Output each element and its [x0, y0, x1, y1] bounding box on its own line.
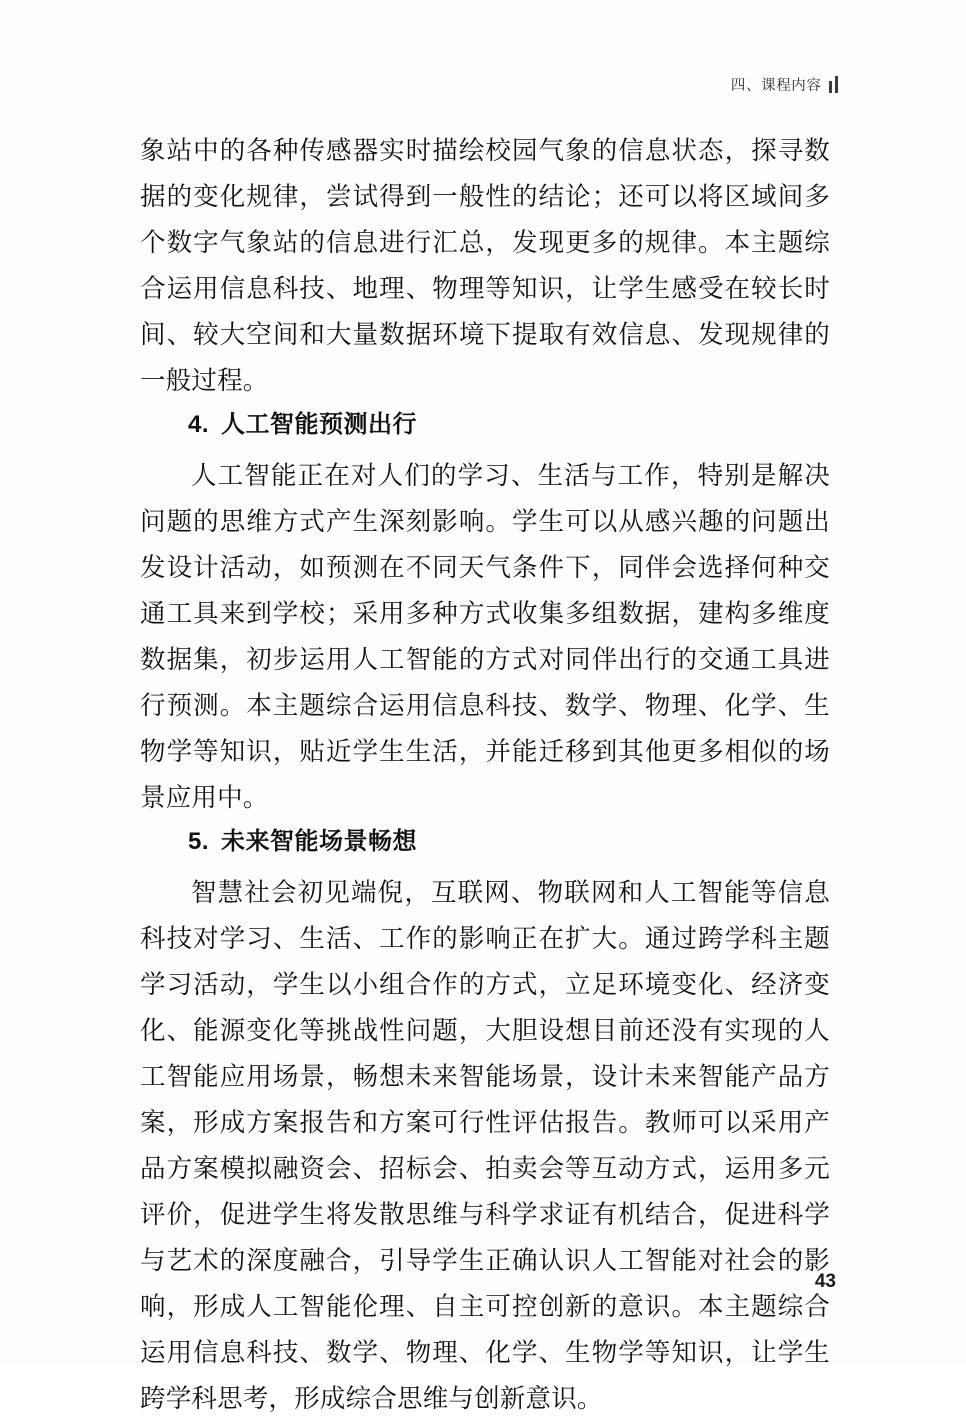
paragraph-continued: 象站中的各种传感器实时描绘校园气象的信息状态，探寻数据的变化规律，尝试得到一般性的结论；还可以将区域间多个数字气象站的信息进行汇总，发现更多的规律。本主题综合运用信息科技、地理、物理等知识，让学生感受在较长时间、较大空间和大量数据环境下提取有效信息、发现规律的一般过程。 — [140, 136, 830, 395]
heading-5-number: 5. — [188, 828, 210, 855]
heading-4-label: 人工智能预测出行 — [221, 411, 418, 438]
heading-5 — [140, 821, 830, 856]
heading-4 — [140, 404, 830, 439]
chapter-marker-icon — [829, 76, 839, 93]
heading-4-number: 4. — [188, 411, 210, 438]
page-number: 43 — [814, 1271, 836, 1292]
running-head — [731, 74, 838, 95]
paragraph-ai-travel: 人工智能正在对人们的学习、生活与工作，特别是解决问题的思维方式产生深刻影响。学生可以从感兴趣的问题出发设计活动，如预测在不同天气条件下，同伴会选择何种交通工具来到学校；采用多种方式收集多组数据，建构多维度数据集，初步运用人工智能的方式对同伴出行的交通工具进行预测。本主题综合运用信息科技、数学、物理、化学、生物学等知识，贴近学生生活，并能迁移到其他更多相似的场景应用中。 — [140, 461, 830, 812]
paragraph-future-scene: 智慧社会初见端倪，互联网、物联网和人工智能等信息科技对学习、生活、工作的影响正在扩大。通过跨学科主题学习活动，学生以小组合作的方式，立足环境变化、经济变化、能源变化等挑战性问题，大胆设想目前还没有实现的人工智能应用场景，畅想未来智能场景，设计未来智能产品方案，形成方案报告和方案可行性评估报告。教师可以采用产品方案模拟融资会、招标会、拍卖会等互动方式，运用多元评价，促进学生将发散思维与科学求证有机结合，促进科学与艺术的深度融合，引导学生正确认识人工智能对社会的影响，形成人工智能伦理、自主可控创新的意识。本主题综合运用信息科技、数学、物理、化学、生物学等知识，让学生跨学科思考，形成综合思维与创新意识。 — [140, 878, 830, 1413]
running-head-text: 四、课程内容 — [730, 78, 822, 94]
heading-5-label: 未来智能场景畅想 — [221, 828, 418, 855]
document-body — [140, 128, 830, 1422]
